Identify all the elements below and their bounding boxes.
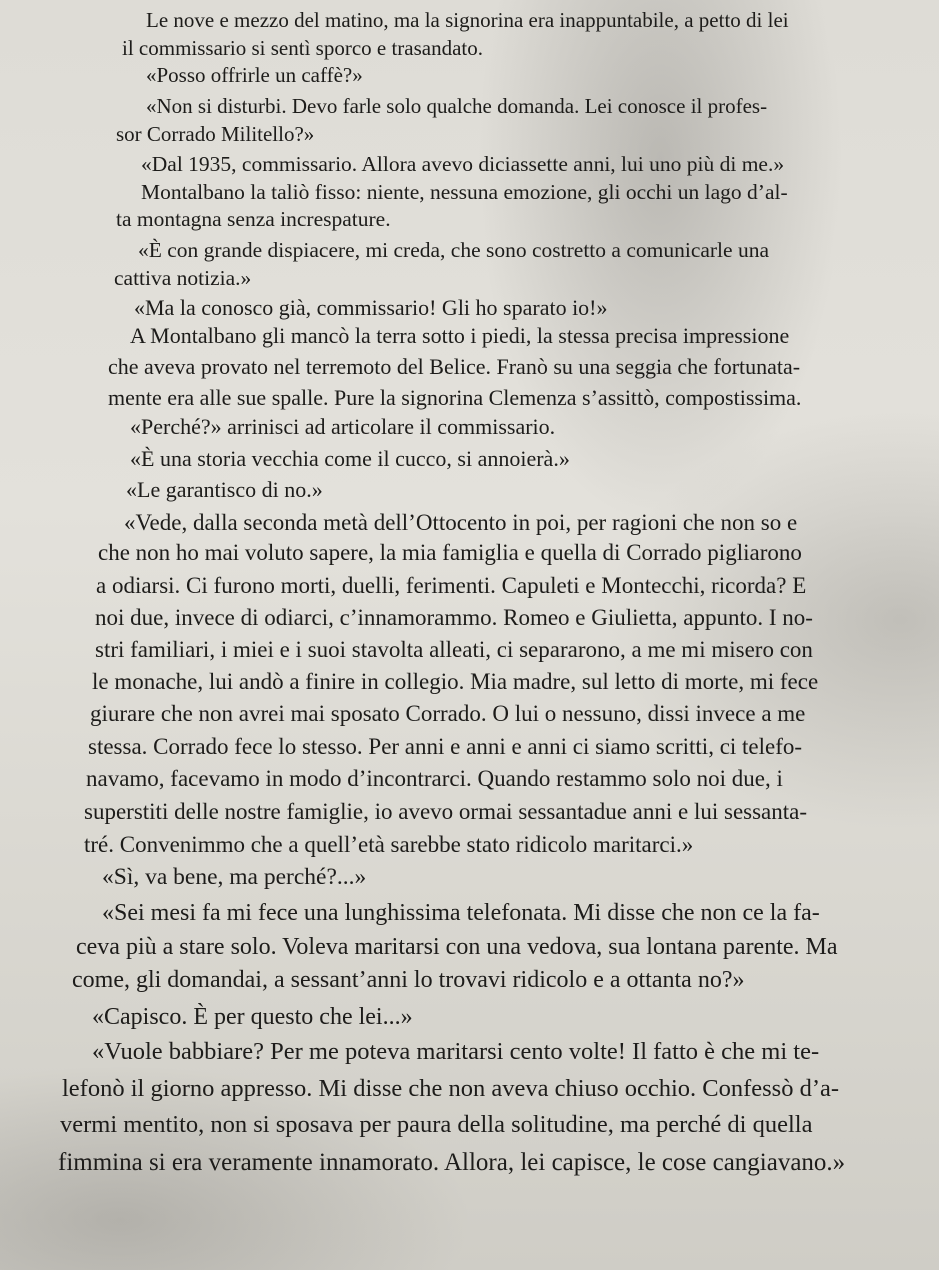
text-line: «È una storia vecchia come il cucco, si annoierà.» (130, 446, 570, 471)
text-line: «Le garantisco di no.» (126, 477, 323, 502)
text-line: come, gli domandai, a sessant’anni lo trovavi ridicolo e a ottanta no?» (72, 967, 745, 993)
text-line: lefonò il giorno appresso. Mi disse che non aveva chiuso occhio. Confessò d’a- (62, 1075, 840, 1102)
text-line: «Ma la conosco già, commissario! Gli ho sparato io!» (134, 295, 608, 320)
text-line: Montalbano la taliò fisso: niente, nessuna emozione, gli occhi un lago d’al- (141, 180, 788, 204)
text-line: «Non si disturbi. Devo farle solo qualche domanda. Lei conosce il profes- (146, 94, 768, 118)
text-line: mente era alle sue spalle. Pure la signorina Clemenza s’assittò, compostissima. (108, 385, 802, 410)
text-line: fimmina si era veramente innamorato. Allora, lei capisce, le cose cangiavano.» (58, 1149, 846, 1176)
text-line: che non ho mai voluto sapere, la mia famiglia e quella di Corrado pigliarono (98, 540, 802, 565)
text-line: a odiarsi. Ci furono morti, duelli, ferimenti. Capuleti e Montecchi, ricorda? E (96, 573, 807, 598)
text-line: stri familiari, i miei e i suoi stavolta alleati, ci separarono, a me mi misero con (95, 637, 813, 662)
text-line: A Montalbano gli mancò la terra sotto i piedi, la stessa precisa impressione (130, 323, 790, 348)
text-line: «Sì, va bene, ma perché?...» (102, 864, 367, 890)
text-line: «Sei mesi fa mi fece una lunghissima telefonata. Mi disse che non ce la fa- (102, 900, 820, 926)
text-line: Le nove e mezzo del matino, ma la signorina era inappuntabile, a petto di lei (146, 8, 789, 32)
text-line: cattiva notizia.» (114, 266, 252, 290)
text-line: che aveva provato nel terremoto del Belice. Franò su una seggia che fortunata- (108, 354, 801, 379)
text-line: ta montagna senza increspature. (116, 207, 391, 231)
text-line: tré. Convenimmo che a quell’età sarebbe stato ridicolo maritarci.» (84, 832, 694, 857)
text-line: superstiti delle nostre famiglie, io avevo ormai sessantadue anni e lui sessanta- (84, 799, 808, 824)
text-line: sor Corrado Militello?» (116, 122, 315, 146)
text-line: le monache, lui andò a finire in collegio. Mia madre, sul letto di morte, mi fece (92, 669, 819, 694)
text-line: «Capisco. È per questo che lei...» (92, 1004, 413, 1030)
text-line: ceva più a stare solo. Voleva maritarsi con una vedova, sua lontana parente. Ma (76, 934, 838, 960)
text-line: giurare che non avrei mai sposato Corrado. O lui o nessuno, dissi invece a me (90, 701, 806, 726)
text-line: «Vede, dalla seconda metà dell’Ottocento in poi, per ragioni che non so e (124, 510, 798, 535)
text-line: «Posso offrirle un caffè?» (146, 63, 363, 87)
text-line: «Perché?» arrinisci ad articolare il commissario. (130, 414, 556, 439)
text-line: noi due, invece di odiarci, c’innamorammo. Romeo e Giulietta, appunto. I no- (95, 605, 813, 630)
text-line: navamo, facevamo in modo d’incontrarci. Quando restammo solo noi due, i (86, 766, 783, 791)
text-line: il commissario si sentì sporco e trasandato. (122, 36, 484, 60)
text-line: stessa. Corrado fece lo stesso. Per anni e anni e anni ci siamo scritti, ci telefo- (88, 734, 803, 759)
text-line: vermi mentito, non si sposava per paura della solitudine, ma perché di quella (60, 1111, 813, 1138)
text-line: «Vuole babbiare? Per me poteva maritarsi cento volte! Il fatto è che mi te- (92, 1038, 820, 1065)
text-line: «Dal 1935, commissario. Allora avevo diciassette anni, lui uno più di me.» (141, 152, 785, 176)
text-line: «È con grande dispiacere, mi creda, che sono costretto a comunicarle una (138, 238, 769, 262)
